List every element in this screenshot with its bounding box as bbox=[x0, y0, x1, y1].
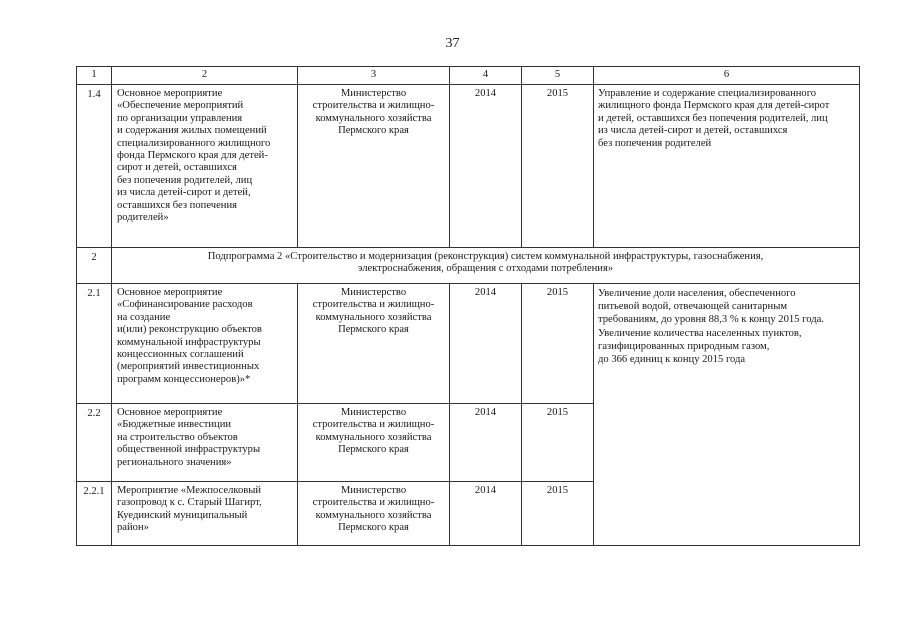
measure-name-line: на строительство объектов bbox=[117, 431, 238, 443]
result-line: без попечения родителей bbox=[598, 137, 712, 149]
result-line: газифицированных природным газом, bbox=[598, 340, 770, 352]
executor-line: коммунального хозяйства bbox=[315, 509, 432, 521]
measure-name-line: коммунальной инфраструктуры bbox=[117, 336, 261, 348]
measure-name-line: фонда Пермского края для детей- bbox=[117, 150, 268, 162]
measure-name-line: «Обеспечение мероприятий bbox=[117, 100, 244, 112]
result-line: Увеличение количества населенных пунктов, bbox=[598, 327, 802, 339]
measure-name-line: без попечения родителей, лиц bbox=[117, 174, 253, 186]
measure-name-line: специализированного жилищного bbox=[117, 137, 271, 149]
executor-cell bbox=[298, 85, 450, 248]
result-line: Увеличение доли населения, обеспеченного bbox=[598, 288, 796, 299]
executor-line: Пермского края bbox=[338, 522, 409, 534]
measure-name-line: программ концессионеров)»* bbox=[117, 373, 251, 385]
measure-name-line: Куединский муниципальный bbox=[117, 509, 248, 521]
measure-name-line: и содержания жилых помещений bbox=[117, 125, 267, 137]
subprogram-title bbox=[112, 248, 860, 284]
result-line: требованиям, до уровня 88,3 % к концу 2015 года. bbox=[598, 314, 824, 326]
measure-name-line: оставшихся без попечения bbox=[117, 199, 237, 211]
executor-cell bbox=[298, 284, 450, 404]
executor-line: Пермского края bbox=[338, 444, 409, 456]
end-year: 2015 bbox=[522, 85, 594, 248]
measure-name-line: «Софинансирование расходов bbox=[117, 299, 253, 311]
start-year: 2014 bbox=[450, 404, 522, 482]
result-line: жилищного фонда Пермского края для детей-сирот bbox=[598, 100, 830, 112]
executor-line: Министерство bbox=[340, 287, 407, 298]
measure-name-line: Основное мероприятие bbox=[117, 88, 223, 99]
measure-name-line: и(или) реконструкцию объектов bbox=[117, 324, 262, 336]
start-year: 2014 bbox=[450, 284, 522, 404]
subprogram-title-line: Подпрограмма 2 «Строительство и модернизация (реконструкция) систем коммунальной инфраструктуры, газоснабжения, bbox=[207, 251, 764, 262]
executor-line: строительства и жилищно- bbox=[312, 299, 435, 311]
result-line: до 366 единиц к концу 2015 года bbox=[598, 354, 746, 366]
row-number: 2.2.1 bbox=[77, 482, 112, 546]
end-year: 2015 bbox=[522, 482, 594, 546]
header-cell-3: 3 bbox=[298, 67, 450, 85]
end-year: 2015 bbox=[522, 404, 594, 482]
header-row bbox=[77, 67, 860, 85]
measure-name-cell bbox=[112, 404, 298, 482]
executor-line: строительства и жилищно- bbox=[312, 419, 435, 431]
subprogram-title-line: электроснабжения, обращения с отходами потребления» bbox=[357, 263, 614, 275]
executor-line: коммунального хозяйства bbox=[315, 311, 432, 323]
measure-name-line: Мероприятие «Межпоселковый bbox=[117, 485, 262, 496]
measure-name-line: «Бюджетные инвестиции bbox=[117, 419, 232, 431]
executor-line: коммунального хозяйства bbox=[315, 112, 432, 124]
measure-name-line: сирот и детей, оставшихся bbox=[117, 162, 237, 174]
executor-line: строительства и жилищно- bbox=[312, 497, 435, 509]
table-row-2-1 bbox=[77, 284, 860, 404]
measure-name-line: родителей» bbox=[117, 212, 169, 224]
start-year: 2014 bbox=[450, 482, 522, 546]
result-line: Управление и содержание специализированного bbox=[598, 88, 817, 99]
result-cell bbox=[594, 85, 860, 248]
start-year: 2014 bbox=[450, 85, 522, 248]
measure-name-cell bbox=[112, 85, 298, 248]
executor-line: Министерство bbox=[340, 407, 407, 418]
measure-name-line: по организации управления bbox=[117, 112, 243, 124]
measure-name-line: общественной инфраструктуры bbox=[117, 444, 261, 456]
measure-name-line: из числа детей-сирот и детей, bbox=[117, 187, 251, 199]
row-number: 2.1 bbox=[77, 284, 112, 404]
header-cell-2: 2 bbox=[112, 67, 298, 85]
measure-name-cell bbox=[112, 482, 298, 546]
executor-line: Пермского края bbox=[338, 125, 409, 137]
measure-name-line: район» bbox=[117, 522, 149, 534]
table-row-1-4 bbox=[77, 85, 860, 248]
row-number: 2 bbox=[77, 248, 112, 284]
executor-cell bbox=[298, 404, 450, 482]
measures-table bbox=[76, 66, 860, 546]
executor-line: Министерство bbox=[340, 485, 407, 496]
measure-name-line: концессионных соглашений bbox=[117, 349, 244, 361]
header-cell-4: 4 bbox=[450, 67, 522, 85]
result-cell bbox=[594, 284, 860, 546]
row-number: 2.2 bbox=[77, 404, 112, 482]
measure-name-cell bbox=[112, 284, 298, 404]
header-cell-6: 6 bbox=[594, 67, 860, 85]
measure-name-line: регионального значения» bbox=[117, 456, 232, 468]
measure-name-line: Основное мероприятие bbox=[117, 407, 223, 418]
page-number: 37 bbox=[445, 36, 460, 51]
result-line: из числа детей-сирот и детей, оставшихся bbox=[598, 125, 788, 137]
executor-cell bbox=[298, 482, 450, 546]
measure-name-line: Основное мероприятие bbox=[117, 287, 223, 298]
row-number: 1.4 bbox=[77, 85, 112, 248]
result-line: и детей, оставшихся без попечения родителей, лиц bbox=[598, 112, 828, 124]
measure-name-line: (мероприятий инвестиционных bbox=[117, 361, 260, 373]
table-row-2 bbox=[77, 248, 860, 284]
executor-line: Министерство bbox=[340, 88, 407, 99]
measure-name-line: газопровод к с. Старый Шагирт, bbox=[117, 497, 262, 509]
end-year: 2015 bbox=[522, 284, 594, 404]
header-cell-5: 5 bbox=[522, 67, 594, 85]
header-cell-1: 1 bbox=[77, 67, 112, 85]
executor-line: коммунального хозяйства bbox=[315, 431, 432, 443]
executor-line: Пермского края bbox=[338, 324, 409, 336]
result-line: питьевой водой, отвечающей санитарным bbox=[598, 301, 788, 313]
executor-line: строительства и жилищно- bbox=[312, 100, 435, 112]
measure-name-line: на создание bbox=[117, 311, 171, 323]
